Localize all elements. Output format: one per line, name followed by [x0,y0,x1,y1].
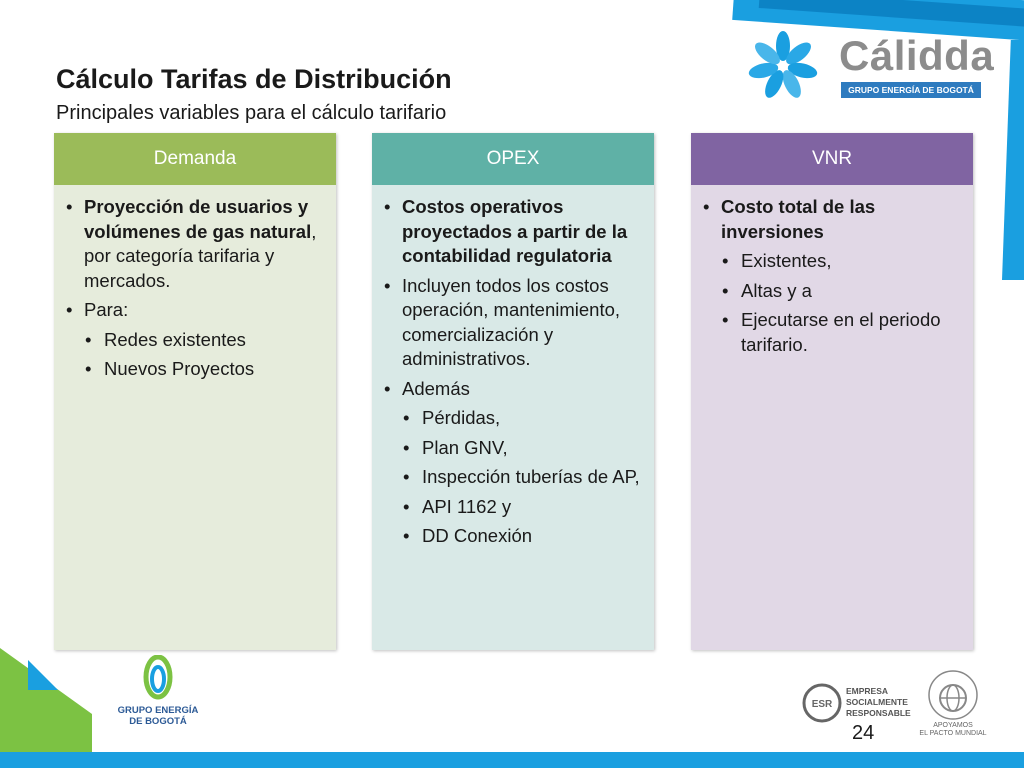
esr-text-line-2: SOCIALMENTE [846,697,908,707]
bottom-decorative-band [0,752,1024,768]
list-subitem: • Altas y a [722,279,959,304]
esr-logo [800,682,910,724]
column-opex [372,133,654,650]
column-header-demanda: Demanda [54,133,336,185]
list-subitem: • Plan GNV, [403,436,640,461]
list-subitem: • Existentes, [722,249,959,274]
calidda-logo [745,28,995,104]
geb-logo [108,655,208,730]
calidda-tagline: GRUPO ENERGÍA DE BOGOTÁ [841,82,981,98]
column-vnr [691,133,973,650]
list-subitem: • Ejecutarse en el periodo tarifario. [722,308,959,357]
global-compact-globe-icon [918,668,988,722]
calidda-wordmark: Cálidda [839,32,995,79]
slide-title: Cálculo Tarifas de Distribución [56,64,452,94]
page-number: 24 [852,722,875,744]
geb-text-line-2: DE BOGOTÁ [129,716,187,727]
list-subitem: • API 1162 y [403,495,640,520]
esr-text-line-1: EMPRESA [846,686,889,696]
geb-swirl-icon [108,655,208,705]
list-subitem: • Pérdidas, [403,406,640,431]
column-header-opex: OPEX [372,133,654,185]
bottom-left-green-triangle [0,648,92,768]
list-item: • Costos operativos proyectados a partir de la contabilidad regulatoria [384,195,640,269]
list-item: • Para: [66,298,322,323]
list-item: • Proyección de usuarios y volúmenes de gas natural, por categoría tarifaria y mercados. [66,195,322,293]
list-subitem: • Redes existentes [85,328,322,353]
list-item: • Incluyen todos los costos operación, mantenimiento, comercialización y administrativos. [384,274,640,372]
column-demanda [54,133,336,650]
slide-subtitle: Principales variables para el cálculo tarifario [56,102,447,124]
esr-badge-icon [800,682,844,724]
list-item: • Además [384,377,640,402]
global-compact-logo [918,668,988,742]
list-item: • Costo total de las inversiones [703,195,959,244]
global-compact-text-line-2: EL PACTO MUNDIAL [919,730,987,737]
geb-text-line-1: GRUPO ENERGÍA [117,705,199,716]
column-header-vnr: VNR [691,133,973,185]
right-decorative-strip [1002,40,1024,280]
list-subitem: • Nuevos Proyectos [85,357,322,382]
esr-text-line-3: RESPONSABLE [846,708,911,718]
list-subitem: • Inspección tuberías de AP, [403,465,640,490]
global-compact-text-line-1: APOYAMOS [933,722,973,729]
calidda-flower-icon [745,28,825,104]
svg-text:ESR: ESR [811,699,833,710]
list-subitem: • DD Conexión [403,524,640,549]
bottom-left-blue-triangle [28,660,58,690]
